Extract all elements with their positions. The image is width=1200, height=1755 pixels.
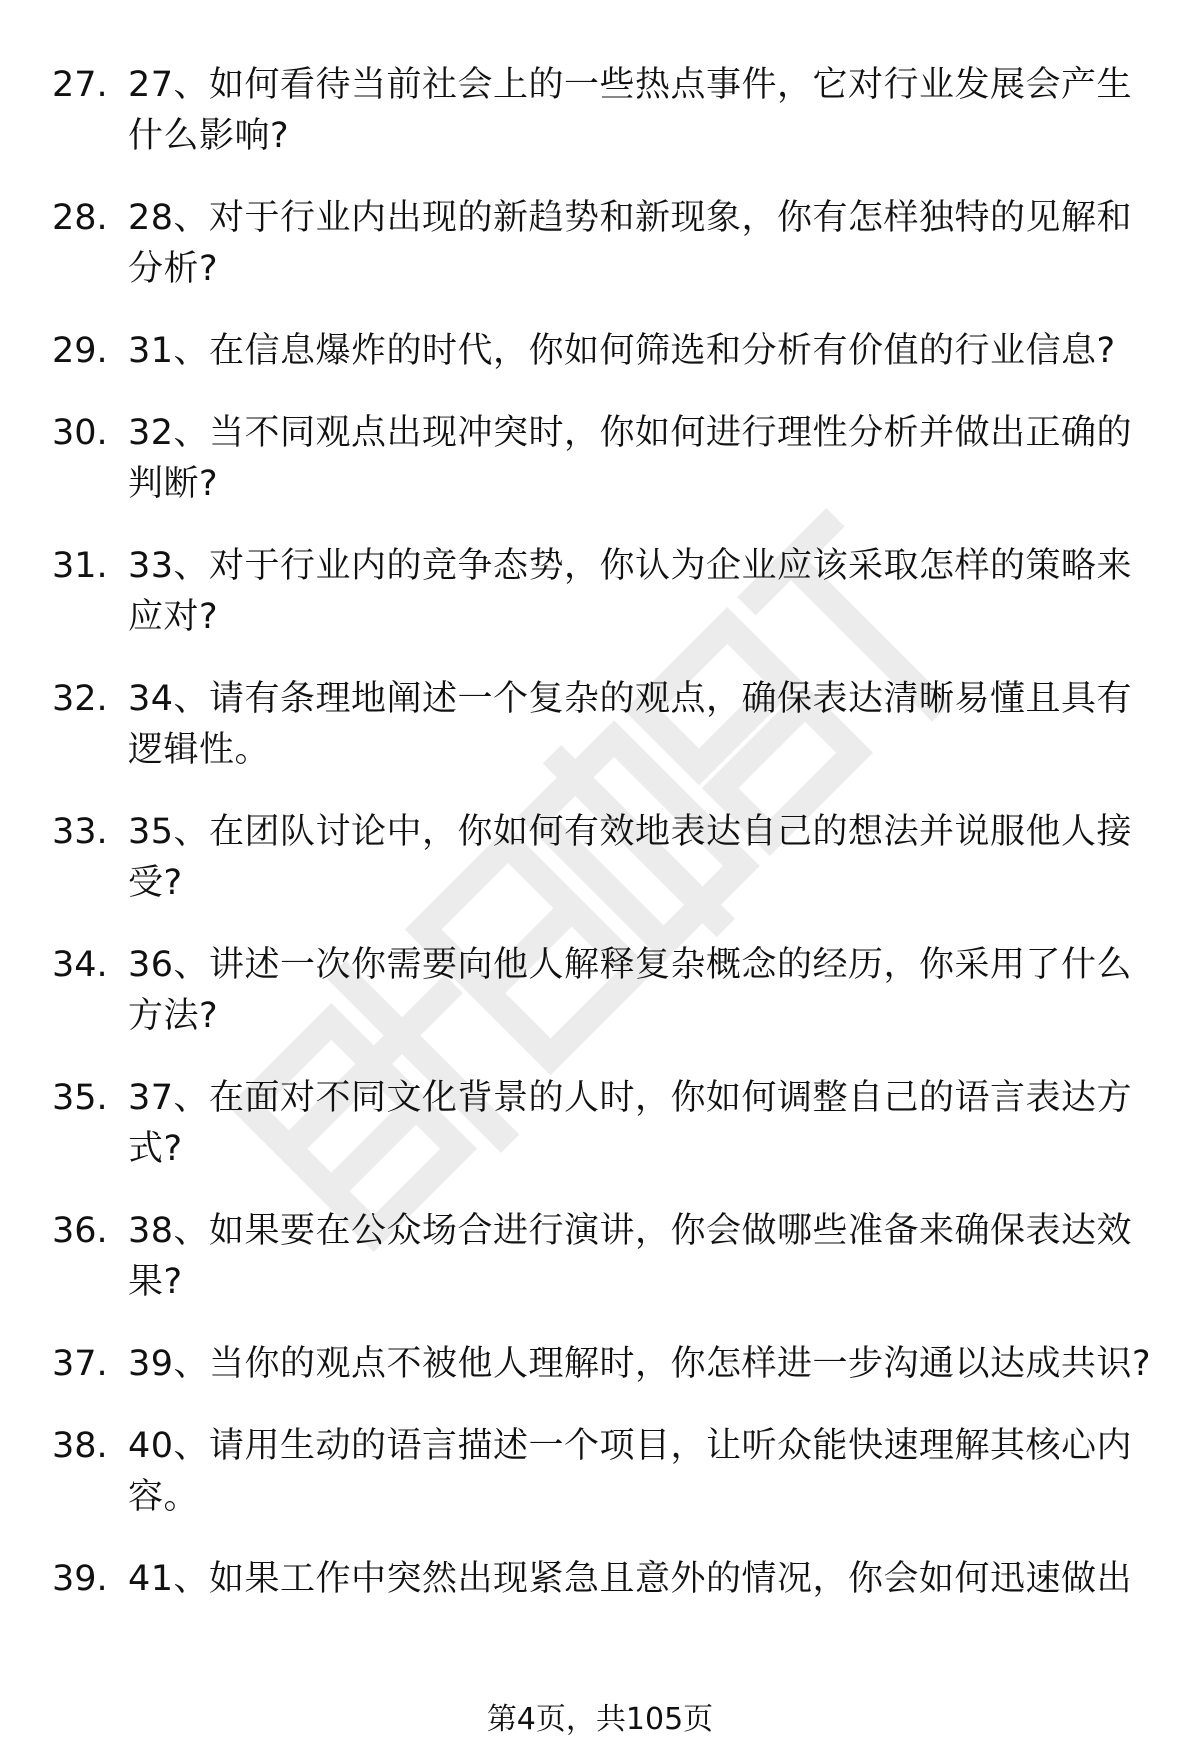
list-item bbox=[52, 1073, 1152, 1175]
item-number: 34. bbox=[52, 945, 108, 985]
item-text: 28、对于行业内出现的新趋势和新现象，你有怎样独特的见解和分析? bbox=[128, 198, 1133, 289]
item-number: 29. bbox=[52, 331, 108, 371]
item-text: 34、请有条理地阐述一个复杂的观点，确保表达清晰易懂且具有逻辑性。 bbox=[128, 679, 1133, 770]
list-item bbox=[52, 326, 1152, 377]
item-number: 39. bbox=[52, 1559, 108, 1599]
item-number: 37. bbox=[52, 1344, 108, 1384]
item-number: 32. bbox=[52, 679, 108, 719]
item-number: 35. bbox=[52, 1078, 108, 1118]
item-text: 41、如果工作中突然出现紧急且意外的情况，你会如何迅速做出 bbox=[128, 1559, 1133, 1599]
item-text: 36、讲述一次你需要向他人解释复杂概念的经历，你采用了什么方法? bbox=[128, 945, 1133, 1036]
list-item bbox=[52, 541, 1152, 643]
item-text: 27、如何看待当前社会上的一些热点事件，它对行业发展会产生什么影响? bbox=[128, 65, 1133, 156]
list-item bbox=[52, 193, 1152, 295]
list-item bbox=[52, 1554, 1152, 1605]
item-number: 30. bbox=[52, 413, 108, 453]
list-item bbox=[52, 408, 1152, 510]
item-number: 28. bbox=[52, 198, 108, 238]
item-text: 40、请用生动的语言描述一个项目，让听众能快速理解其核心内容。 bbox=[128, 1426, 1133, 1517]
item-number: 27. bbox=[52, 65, 108, 105]
item-text: 35、在团队讨论中，你如何有效地表达自己的想法并说服他人接受? bbox=[128, 812, 1133, 903]
list-item bbox=[52, 940, 1152, 1042]
list-item bbox=[52, 1206, 1152, 1308]
list-item bbox=[52, 807, 1152, 909]
item-number: 33. bbox=[52, 812, 108, 852]
item-text: 31、在信息爆炸的时代，你如何筛选和分析有价值的行业信息? bbox=[128, 331, 1116, 371]
item-text: 39、当你的观点不被他人理解时，你怎样进一步沟通以达成共识? bbox=[128, 1344, 1152, 1384]
item-text: 38、如果要在公众场合进行演讲，你会做哪些准备来确保表达效果? bbox=[128, 1211, 1133, 1302]
list-item bbox=[52, 674, 1152, 776]
item-text: 33、对于行业内的竞争态势，你认为企业应该采取怎样的策略来应对? bbox=[128, 546, 1133, 637]
item-number: 31. bbox=[52, 546, 108, 586]
list-item bbox=[52, 1339, 1152, 1390]
item-number: 38. bbox=[52, 1426, 108, 1466]
item-text: 37、在面对不同文化背景的人时，你如何调整自己的语言表达方式? bbox=[128, 1078, 1133, 1169]
item-text: 32、当不同观点出现冲突时，你如何进行理性分析并做出正确的判断? bbox=[128, 413, 1133, 504]
question-list bbox=[52, 60, 1152, 1636]
list-item bbox=[52, 60, 1152, 162]
list-item bbox=[52, 1421, 1152, 1523]
page-footer: 第4页，共105页 bbox=[486, 1702, 714, 1737]
item-number: 36. bbox=[52, 1211, 108, 1251]
